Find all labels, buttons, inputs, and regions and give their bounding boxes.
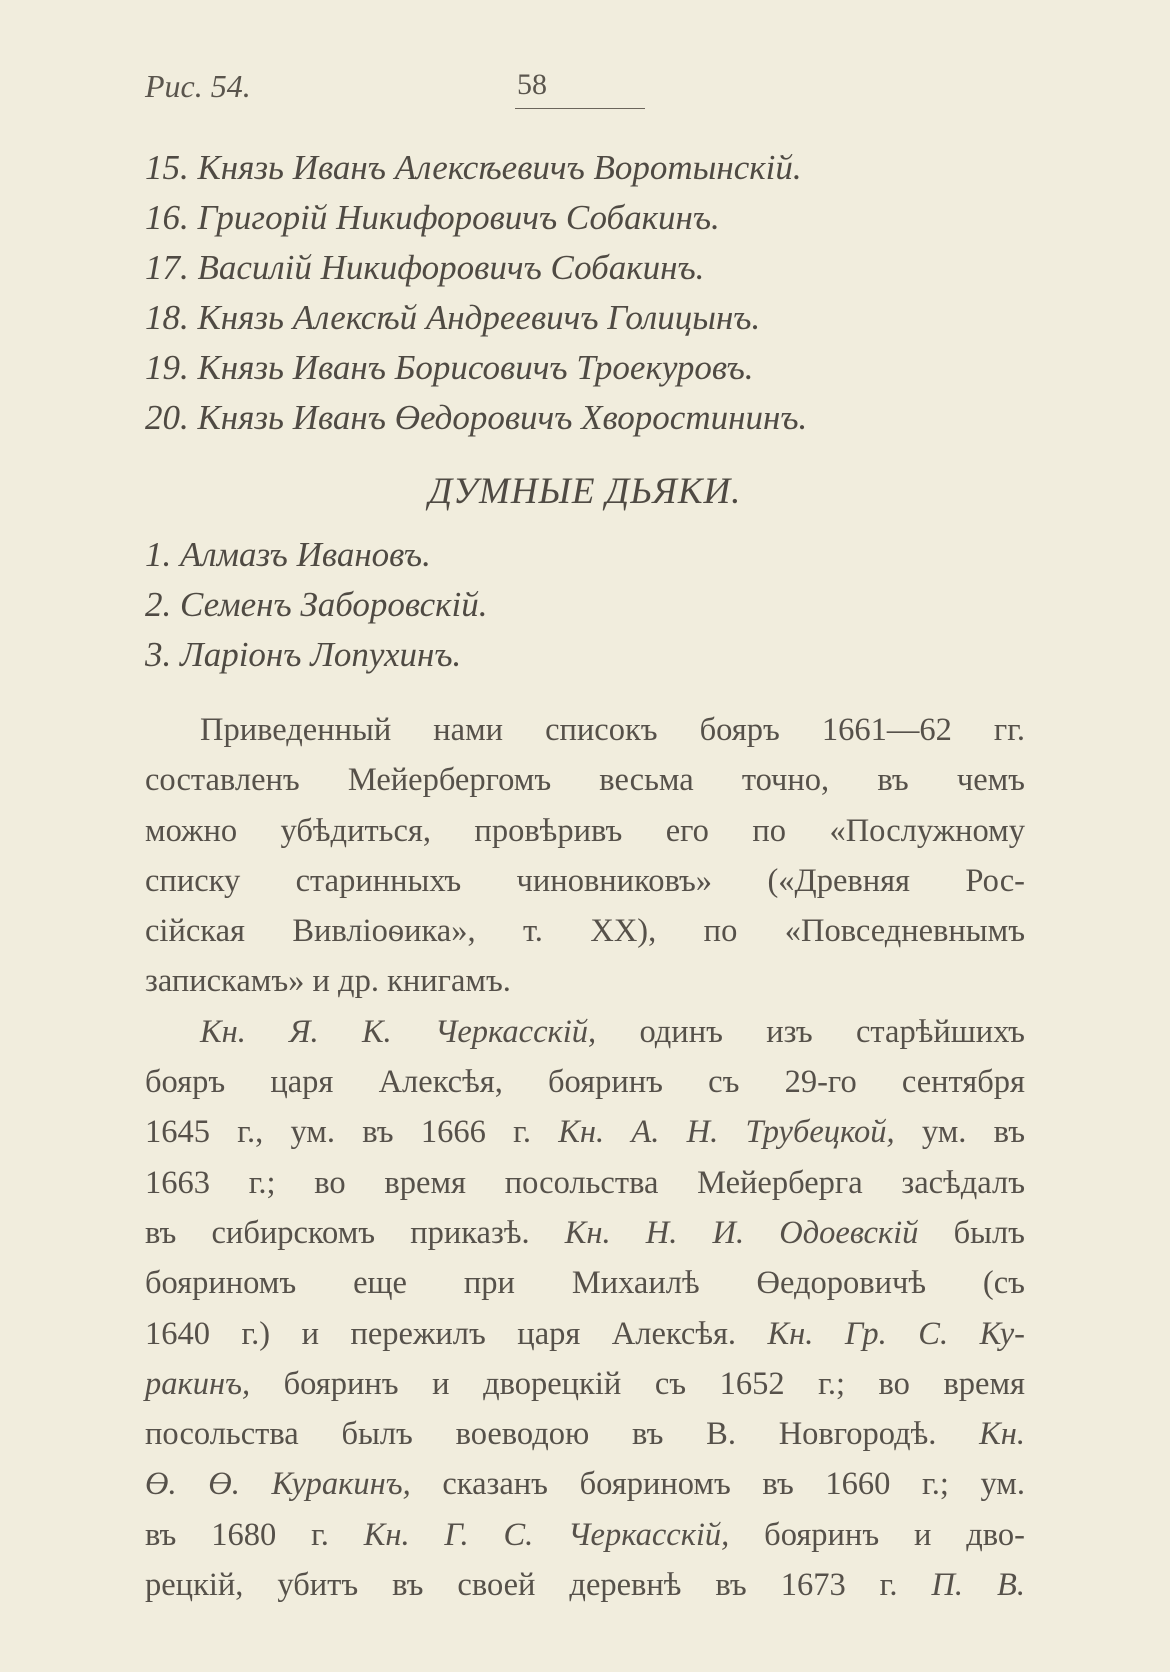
- page-number: 58: [517, 68, 547, 101]
- paragraph-2: [145, 1007, 1025, 1611]
- text-run: бояриномъ еще при Михаилѣ Өедоровичѣ (съ: [145, 1265, 1025, 1302]
- boyars-list: [145, 143, 1025, 443]
- italic-name-run: Кн. А. Н. Трубецкой,: [558, 1114, 895, 1151]
- dumnye-dyaki-list: [145, 530, 1025, 680]
- body-text: [145, 705, 1025, 1610]
- page-header: [145, 68, 1025, 118]
- text-line: составленъ Мейербергомъ весьма точно, въ чемъ: [145, 762, 1025, 799]
- text-line: [145, 1409, 1025, 1459]
- list-item: 3. Ларіонъ Лопухинъ.: [145, 635, 462, 674]
- text-line: [145, 1107, 1025, 1157]
- text-run: бояринъ и дво-: [729, 1516, 1025, 1553]
- text-line: Приведенный нами списокъ бояръ 1661—62 гг.: [200, 712, 1025, 748]
- list-item: 18. Князь Алексѣй Андреевичъ Голицынъ.: [145, 298, 761, 337]
- list-item: 2. Семенъ Заборовскій.: [145, 585, 488, 624]
- text-line: [145, 1007, 1025, 1057]
- text-run: 1645 г., ум. въ 1666 г.: [145, 1114, 559, 1151]
- text-line: [145, 1560, 1025, 1610]
- text-line: [145, 1459, 1025, 1509]
- text-line: [145, 1359, 1025, 1409]
- text-run: въ сибирскомъ приказѣ.: [145, 1214, 565, 1251]
- text-run: 1640 г.) и пережилъ царя Алексѣя.: [145, 1315, 768, 1352]
- figure-reference: Рис. 54.: [145, 68, 251, 104]
- header-rule: [515, 108, 645, 109]
- text-line: [145, 1158, 1025, 1208]
- text-line: [145, 1309, 1025, 1359]
- text-run: былъ: [918, 1214, 1025, 1251]
- list-item: 17. Василій Никифоровичъ Собакинъ.: [145, 248, 705, 287]
- italic-name-run: Кн. Я. К. Черкасскій,: [200, 1013, 597, 1050]
- text-line: [145, 1510, 1025, 1560]
- text-run: одинъ изъ старѣйшихъ: [596, 1013, 1025, 1050]
- italic-name-run: ракинъ,: [145, 1365, 251, 1402]
- text-run: бояринъ и дворецкій съ 1652 г.; во время: [250, 1365, 1025, 1402]
- list-item: 1. Алмазъ Ивановъ.: [145, 535, 431, 574]
- list-item: 16. Григорій Никифоровичъ Собакинъ.: [145, 198, 720, 237]
- text-line: [145, 1057, 1025, 1107]
- list-item: 19. Князь Иванъ Борисовичъ Троекуровъ.: [145, 348, 754, 387]
- paragraph-1: [145, 705, 1025, 1007]
- text-line: сійская Вивліоѳика», т. XX), по «Повседневнымъ: [145, 913, 1025, 950]
- text-run: въ 1680 г.: [145, 1516, 364, 1553]
- list-item: 20. Князь Иванъ Өедоровичъ Хворостининъ.: [145, 398, 808, 437]
- text-run: бояръ царя Алексѣя, бояринъ съ 29-го сентября: [145, 1064, 1025, 1101]
- text-run: ум. въ: [894, 1114, 1026, 1151]
- text-run: рецкій, убитъ въ своей деревнѣ въ 1673 г.: [145, 1567, 932, 1604]
- italic-name-run: Кн. Гр. С. Ку-: [767, 1315, 1026, 1352]
- text-run: посольства былъ воеводою въ В. Новгородѣ.: [145, 1416, 980, 1453]
- italic-name-run: Ө. Ө. Куракинъ,: [145, 1466, 411, 1503]
- italic-name-run: Кн. Н. И. Одоевскій: [564, 1214, 919, 1251]
- text-line: запискамъ» и др. книгамъ.: [145, 963, 511, 1000]
- section-title: ДУМНЫЕ ДЬЯКИ.: [428, 471, 742, 512]
- text-line: [145, 1258, 1025, 1308]
- text-line: [145, 1208, 1025, 1258]
- text-line: можно убѣдиться, провѣривъ его по «Послужному: [145, 812, 1025, 849]
- italic-name-run: Кн.: [979, 1416, 1025, 1453]
- text-run: сказанъ бояриномъ въ 1660 г.; ум.: [410, 1466, 1026, 1503]
- text-line: списку старинныхъ чиновниковъ» («Древняя Рос-: [145, 862, 1025, 899]
- text-run: 1663 г.; во время посольства Мейерберга засѣдалъ: [145, 1164, 1025, 1201]
- italic-name-run: П. В.: [931, 1567, 1025, 1604]
- list-item: 15. Князь Иванъ Алексѣевичъ Воротынскій.: [145, 148, 802, 187]
- italic-name-run: Кн. Г. С. Черкасскій,: [363, 1516, 730, 1553]
